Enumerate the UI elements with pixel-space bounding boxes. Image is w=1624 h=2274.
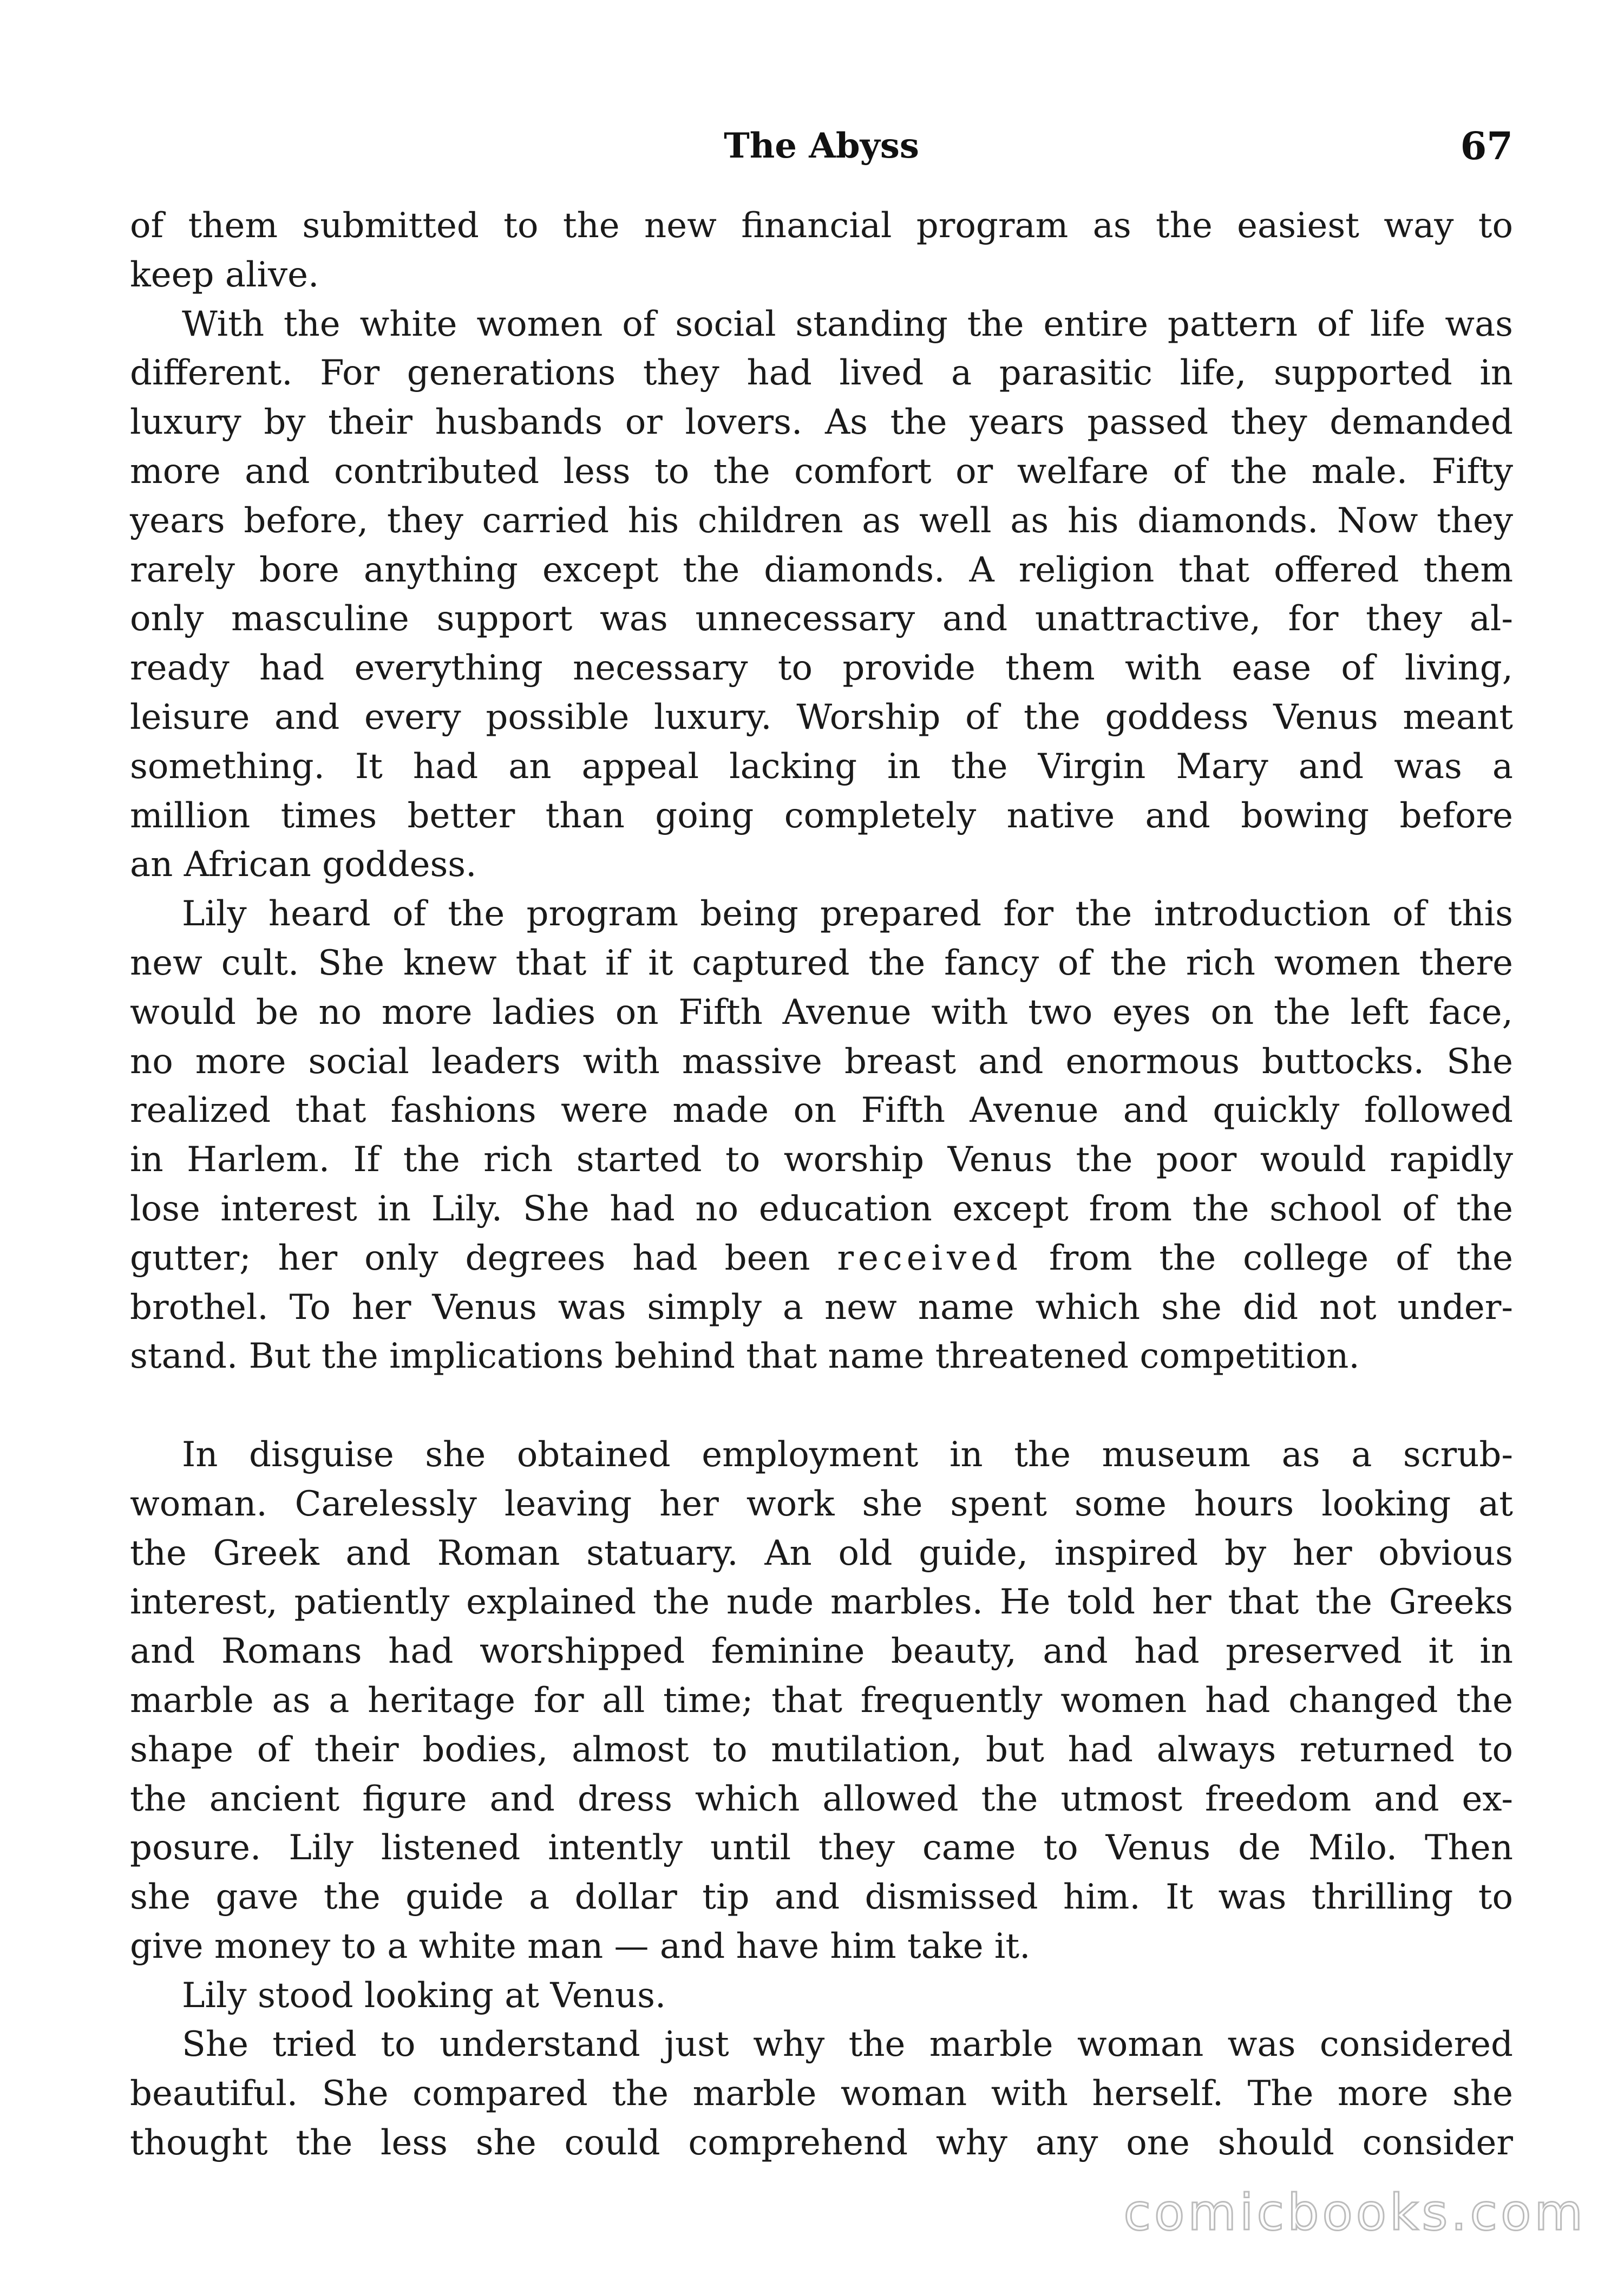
running-head: The Abyss: [724, 126, 919, 166]
text-line: realized that fashions were made on Fifth Avenue and quickly followed: [130, 1090, 1513, 1131]
paragraph: [130, 300, 1513, 890]
text-line: something. It had an appeal lacking in the Virgin Mary and was a: [130, 746, 1513, 787]
text-line: lose interest in Lily. She had no education except from the school of the: [130, 1188, 1513, 1229]
text-line: an African goddess.: [130, 845, 477, 885]
text-fragment: from the college of the: [1049, 1238, 1513, 1278]
text-line: rarely bore anything except the diamonds. A religion that offered them: [130, 550, 1513, 590]
text-line: thought the less she could comprehend why any one should consider: [130, 2123, 1513, 2164]
text-line: no more social leaders with massive breast and enormous buttocks. She: [130, 1041, 1513, 1082]
text-line: luxury by their husbands or lovers. As the years passed they demanded: [130, 402, 1513, 443]
text-line: of them submitted to the new financial program as the easiest way to: [130, 206, 1513, 246]
text-line: Lily heard of the program being prepared for the introduction of this: [182, 894, 1513, 935]
text-line: interest, patiently explained the nude marbles. He told her that the Greeks: [130, 1582, 1513, 1623]
body-text: [130, 201, 1513, 2168]
text-line: the ancient figure and dress which allowed the utmost freedom and ex-: [130, 1779, 1513, 1819]
text-line: and Romans had worshipped feminine beauty, and had preserved it in: [130, 1631, 1513, 1672]
text-line: million times better than going completely native and bowing before: [130, 795, 1513, 836]
text-line: years before, they carried his children as well as his diamonds. Now they: [130, 500, 1513, 541]
letterspaced-word: received: [837, 1238, 1023, 1278]
text-line: only masculine support was unnecessary and unattractive, for they al-: [130, 599, 1513, 639]
text-line: stand. But the implications behind that name threatened competition.: [130, 1336, 1360, 1377]
section-gap: [130, 1381, 1513, 1430]
paragraph: [130, 890, 1513, 1381]
text-line: the Greek and Roman statuary. An old guide, inspired by her obvious: [130, 1533, 1513, 1573]
text-line: marble as a heritage for all time; that frequently women had changed the: [130, 1680, 1513, 1721]
paragraph: [130, 2020, 1513, 2167]
text-line: ready had everything necessary to provide them with ease of living,: [130, 648, 1513, 689]
text-line: posure. Lily listened intently until they came to Venus de Milo. Then: [130, 1828, 1513, 1868]
text-line: give money to a white man — and have him take it.: [130, 1926, 1031, 1966]
text-line: more and contributed less to the comfort or welfare of the male. Fifty: [130, 451, 1513, 492]
text-line: beautiful. She compared the marble woman with herself. The more she: [130, 2074, 1513, 2114]
paragraph: [130, 1971, 1513, 2021]
paragraph: [130, 1430, 1513, 1971]
text-line: woman. Carelessly leaving her work she spent some hours looking at: [130, 1484, 1513, 1524]
page-header: [130, 116, 1513, 176]
text-line: she gave the guide a dollar tip and dismissed him. It was thrilling to: [130, 1877, 1513, 1918]
text-line: different. For generations they had lived a parasitic life, supported in: [130, 353, 1513, 394]
text-line: keep alive.: [130, 254, 319, 295]
text-line: Lily stood looking at Venus.: [182, 1975, 666, 2016]
text-line: She tried to understand just why the marble woman was considered: [182, 2024, 1513, 2065]
text-line: in Harlem. If the rich started to worship Venus the poor would rapidly: [130, 1140, 1513, 1180]
text-line: With the white women of social standing the entire pattern of life was: [182, 304, 1513, 344]
text-line: new cult. She knew that if it captured the fancy of the rich women there: [130, 943, 1513, 983]
text-line: brothel. To her Venus was simply a new name which she did not under-: [130, 1287, 1513, 1328]
text-line: shape of their bodies, almost to mutilation, but had always returned to: [130, 1729, 1513, 1770]
text-line: In disguise she obtained employment in the museum as a scrub-: [182, 1434, 1513, 1475]
paragraph: [130, 201, 1513, 300]
watermark: comicbooks.com: [1123, 2184, 1586, 2242]
page-number: 67: [1460, 123, 1513, 168]
text-line: leisure and every possible luxury. Worship of the goddess Venus meant: [130, 697, 1513, 737]
text-fragment: gutter; her only degrees had been: [130, 1238, 810, 1278]
text-line-with-spaced-word: [130, 1234, 1513, 1283]
text-line: would be no more ladies on Fifth Avenue with two eyes on the left face,: [130, 992, 1513, 1033]
